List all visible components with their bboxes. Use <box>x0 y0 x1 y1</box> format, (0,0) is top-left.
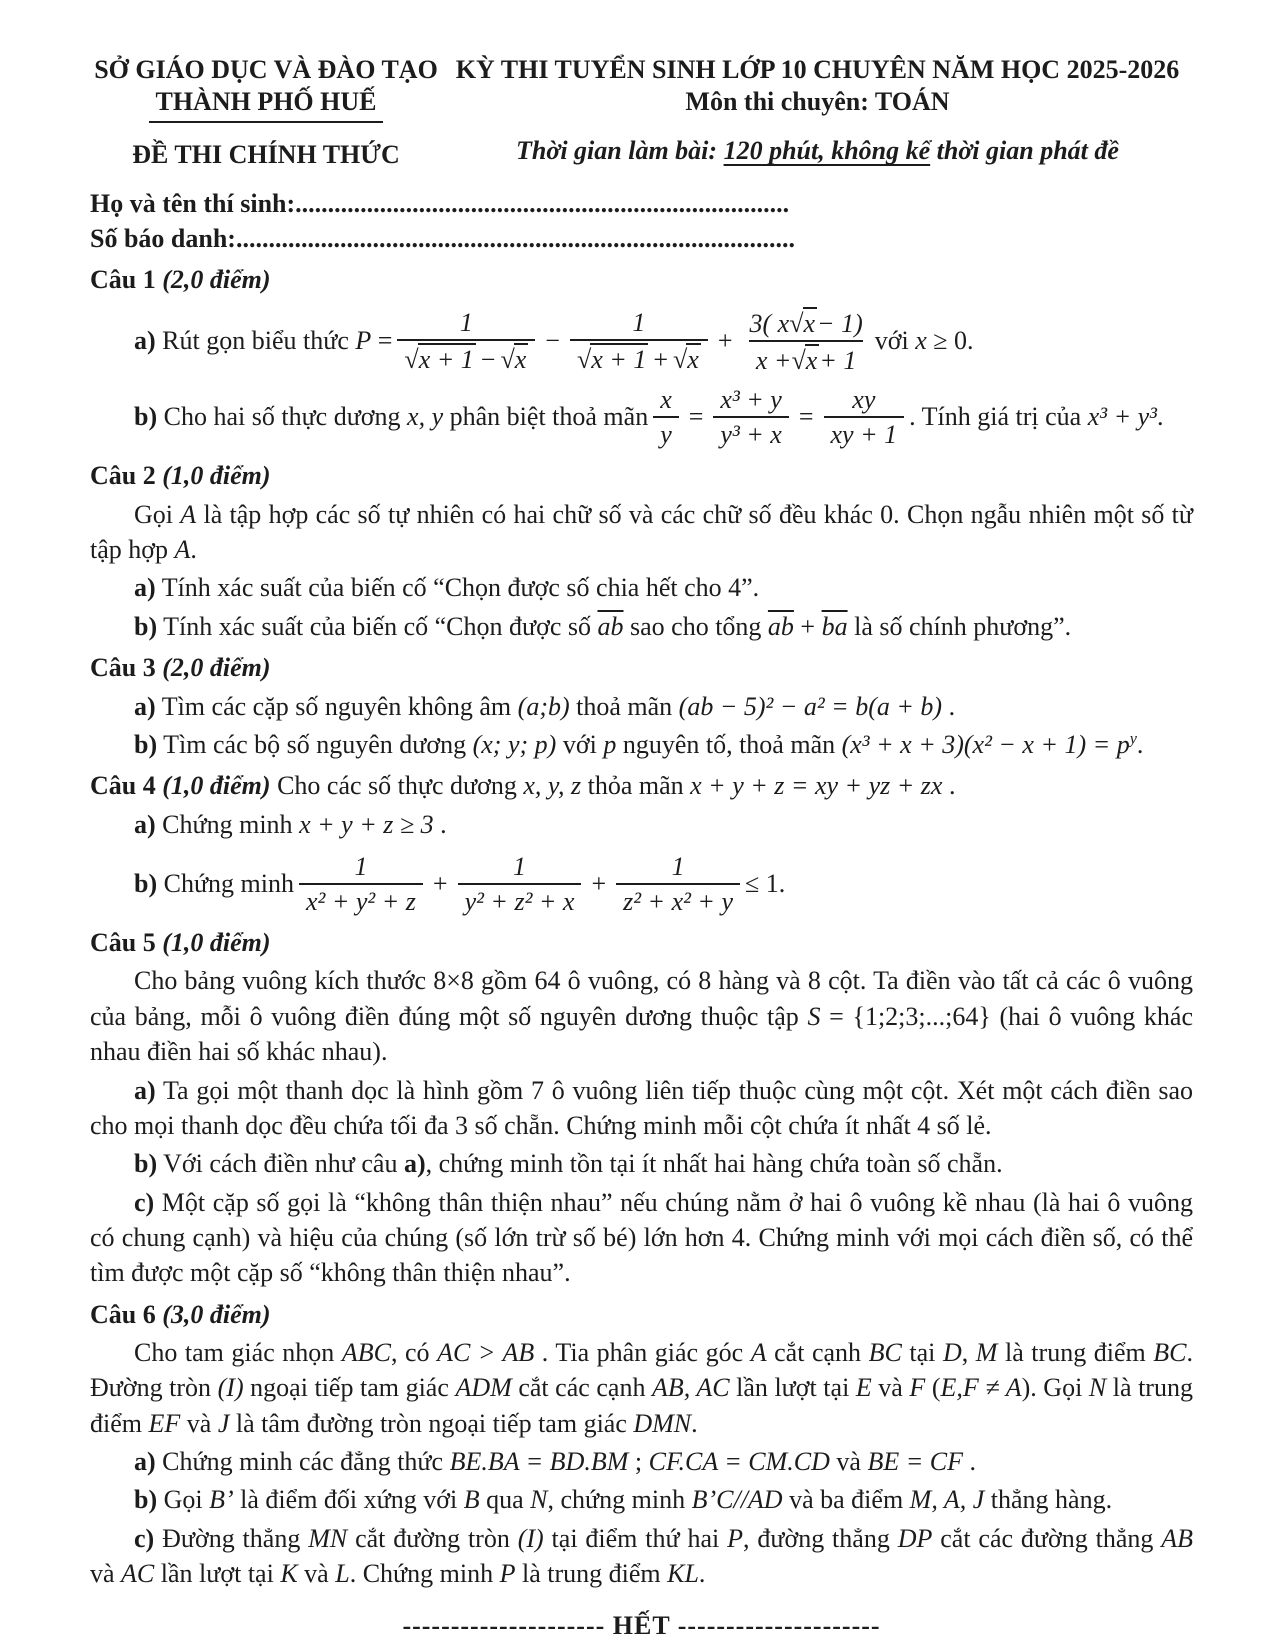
radical-symbol: √ <box>500 345 515 375</box>
question-4 <box>90 769 1193 916</box>
question-6-part-a: a) Chứng minh các đẳng thức BE.BA = BD.BM ; CF.CA = CM.CD và BE = CF . <box>134 1447 977 1477</box>
radical-symbol: √ <box>404 345 419 375</box>
exam-title: KỲ THI TUYỂN SINH LỚP 10 CHUYÊN NĂM HỌC 2025-2026 <box>455 55 1180 84</box>
denominator-text: + 1 <box>819 346 857 376</box>
question-6-part-b: b) Gọi B’ là điểm đối xứng với B qua N, chứng minh B’C//AD và ba điểm M, A, J thẳng hàng. <box>134 1485 1113 1515</box>
question-3 <box>90 651 1193 762</box>
denominator-text: x + <box>755 346 792 376</box>
fraction-denominator: x² + y² + z <box>299 883 423 916</box>
fraction <box>458 852 582 916</box>
document-header <box>90 54 1193 171</box>
fraction <box>616 852 740 916</box>
question-2-part-b: b) Tính xác suất của biến cố “Chọn được số $\overline{ab}$ sao cho tổng $\overline{ab} + \overline{ba}$ là số chính phương”. <box>134 611 1072 641</box>
fraction-denominator: xy + 1 <box>824 416 905 449</box>
numerator-text: 3( x <box>749 309 790 338</box>
operator: − <box>480 345 496 375</box>
exam-subject: Môn thi chuyên: TOÁN <box>685 86 950 116</box>
fraction-denominator: z² + x² + y <box>616 883 740 916</box>
operator: + <box>653 345 669 375</box>
question-5-part-a: a) Ta gọi một thanh dọc là hình gồm 7 ô vuông liên tiếp thuộc cùng một cột. Xét một cách điền sao cho mọi thanh dọc đều chứa tối đa 3 số chẵn. Chứng minh mỗi cột chứa ít nhất 4 số lẻ. <box>90 1075 1193 1140</box>
question-2-heading: Câu 2 (1,0 điểm) <box>90 461 271 491</box>
fraction-numerator: 1 <box>513 851 527 881</box>
fraction-numerator <box>743 307 870 340</box>
sqrt-expression <box>673 343 701 374</box>
sqrt-expression <box>791 344 819 375</box>
operator: + <box>717 326 733 356</box>
fraction-numerator: 1 <box>632 308 646 337</box>
question-2-part-a: a) Tính xác suất của biến cố “Chọn được số chia hết cho 4”. <box>134 573 760 603</box>
fraction-denominator: y <box>653 416 679 449</box>
fraction <box>299 852 423 916</box>
fraction-numerator: x <box>660 385 672 415</box>
fraction-numerator: 1 <box>671 851 685 881</box>
city-name-underlined: THÀNH PHỐ HUẾ <box>149 86 382 124</box>
fraction <box>397 308 535 374</box>
fraction-numerator: 1 <box>459 308 473 337</box>
question-3-part-b: b) Tìm các bộ số nguyên dương (x; y; p) với p nguyên tố, thoả mãn $(x^3 + x + 3)(x^2 - x + 1) = p^y$. <box>134 729 1144 759</box>
numerator-text: − 1) <box>817 309 863 338</box>
official-exam-label: ĐỀ THI CHÍNH THỨC <box>132 140 400 170</box>
question-3-part-a: a) Tìm các cặp số nguyên không âm (a;b) thoả mãn (ab − 5)² − a² = b(a + b) . <box>134 691 956 721</box>
fraction <box>570 308 708 374</box>
question-1-part-a <box>134 307 1193 375</box>
radical-symbol: √ <box>791 346 806 376</box>
end-of-exam-marker: --------------------- HẾT --------------------- <box>402 1611 881 1641</box>
text-run: với x ≥ 0. <box>874 326 974 356</box>
question-2-intro: Gọi A là tập hợp các số tự nhiên có hai chữ số và các chữ số đều khác 0. Chọn ngẫu nhiên một số từ tập hợp A. <box>90 499 1193 565</box>
text-run: ≤ 1. <box>745 869 786 899</box>
question-5-heading: Câu 5 (1,0 điểm) <box>90 928 271 958</box>
fraction-denominator: y² + z² + x <box>458 883 582 916</box>
equals-sign: = <box>688 402 704 432</box>
candidate-info <box>90 187 1193 256</box>
question-2 <box>90 459 1193 644</box>
radical-symbol: √ <box>673 345 688 375</box>
text-run: a) Rút gọn biểu thức P = <box>134 326 393 356</box>
sqrt-expression <box>500 343 528 374</box>
radical-symbol: √ <box>576 345 592 375</box>
fraction-numerator: xy <box>852 385 876 415</box>
fraction <box>713 385 788 449</box>
question-4-part-b <box>134 852 1193 916</box>
exam-title-block <box>442 54 1193 167</box>
text-run: . Tính giá trị của x³ + y³. <box>909 402 1164 432</box>
exam-duration: Thời gian làm bài: 120 phút, không kể thời gian phát đề <box>516 136 1119 166</box>
equals-sign: = <box>798 402 814 432</box>
fraction <box>824 385 905 449</box>
question-6-heading: Câu 6 (3,0 điểm) <box>90 1299 271 1329</box>
question-3-heading: Câu 3 (2,0 điểm) <box>90 653 271 683</box>
radicand: x + 1 <box>418 345 474 375</box>
question-1-heading: Câu 1 (2,0 điểm) <box>90 264 271 294</box>
question-5-intro: Cho bảng vuông kích thước 8×8 gồm 64 ô vuông, có 8 hàng và 8 cột. Ta điền vào tất cả các ô vuông của bảng, mỗi ô vuông điền đúng một số nguyên dương thuộc tập S = {1;2;3;...;64} (hai ô vuông khác nhau điền hai số khác nhau). <box>90 966 1193 1067</box>
operator: − <box>545 326 560 356</box>
question-5-part-b: b) Với cách điền như câu a), chứng minh tồn tại ít nhất hai hàng chứa toàn số chẵn. <box>134 1149 1003 1179</box>
radicand: x <box>803 309 816 338</box>
radicand: x <box>805 346 818 376</box>
issuing-authority-block <box>90 54 442 171</box>
radical-symbol: √ <box>789 309 804 338</box>
fraction-denominator: y³ + x <box>713 416 788 449</box>
text-run: b) Chứng minh <box>134 869 295 899</box>
fraction <box>653 385 679 449</box>
operator: + <box>432 869 448 899</box>
radicand: x + 1 <box>591 345 647 375</box>
question-4-part-a: a) Chứng minh x + y + z ≥ 3 . <box>134 809 447 839</box>
question-4-heading: Câu 4 (1,0 điểm) Cho các số thực dương x, y, z thỏa mãn x + y + z = xy + yz + zx . <box>90 771 956 801</box>
sqrt-expression <box>404 343 475 374</box>
fraction-numerator: x³ + y <box>720 385 782 415</box>
text-run: b) Cho hai số thực dương x, y phân biệt thoả mãn <box>134 402 649 432</box>
fraction-numerator: 1 <box>354 851 368 881</box>
question-6-intro: Cho tam giác nhọn ABC, có AC > AB . Tia phân giác góc A cắt cạnh BC tại D, M là trung điểm BC. Đường tròn (I) ngoại tiếp tam giác ADM cắt các cạnh AB, AC lần lượt tại E và F (E,F ≠ A). Gọi N là trung điểm EF và J là tâm đường tròn ngoại tiếp tam giác DMN. <box>90 1337 1194 1438</box>
sqrt-expression <box>577 343 648 374</box>
fraction <box>743 307 870 375</box>
operator: + <box>591 869 607 899</box>
question-6-part-c: c) Đường thẳng MN cắt đường tròn (I) tại điểm thứ hai P, đường thẳng DP cắt các đường thẳng AB và AC lần lượt tại K và L. Chứng minh P là trung điểm KL. <box>90 1523 1194 1589</box>
question-1-part-b <box>134 385 1193 449</box>
sqrt-expression <box>789 307 817 338</box>
radicand: x <box>687 345 699 375</box>
question-5-part-c: c) Một cặp số gọi là “không thân thiện nhau” nếu chúng nằm ở hai ô vuông kề nhau (là hai ô vuông có chung cạnh) và hiệu của chúng (số lớn trừ số bé) lớn hơn 4. Chứng minh với mọi cách điền số, có thể tìm được một cặp số “không thân thiện nhau”. <box>90 1187 1193 1288</box>
authority-line-2 <box>90 86 442 124</box>
fraction-denominator <box>397 339 535 374</box>
fraction-denominator <box>570 339 708 374</box>
authority-line-1: SỞ GIÁO DỤC VÀ ĐÀO TẠO <box>94 55 438 84</box>
fraction-denominator <box>749 340 863 375</box>
question-5 <box>90 926 1193 1291</box>
question-1 <box>90 263 1193 450</box>
question-6 <box>90 1298 1193 1592</box>
candidate-name-line: Họ và tên thí sinh:............................................................................ <box>90 189 790 219</box>
candidate-number-line: Số báo danh:...................................................................................... <box>90 224 795 254</box>
radicand: x <box>514 345 527 375</box>
